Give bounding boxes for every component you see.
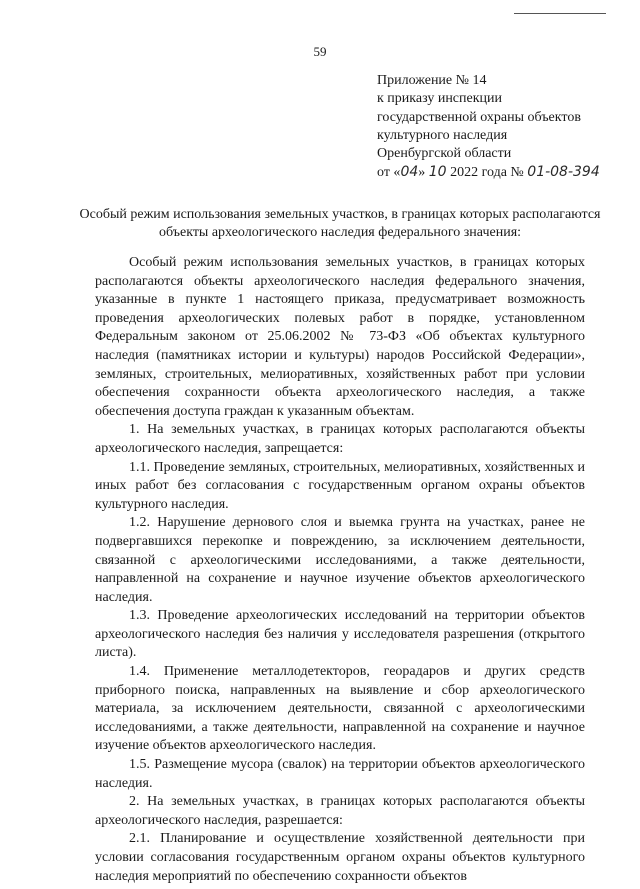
intro-paragraph: Особый режим использования земельных участков, в границах которых располагаются объекты археологического наследия федерального значения, указанные в пункте 1 настоящего приказа, предусматривает возможность проведения археологических полевых работ в порядке, установленном Федеральным законом от 25.06.2002 № 73-ФЗ «Об объектах культурного наследия (памятниках истории и культуры) народов Российской Федерации», земляных, строительных, мелиоративных, хозяйственных работ при условии обеспечения сохранности объекта археологического наследия, а также обеспечения доступа граждан к указанным объектам. [95, 255, 585, 419]
clause-1-5: 1.5. Размещение мусора (свалок) на территории объектов археологического наследия. [95, 757, 585, 791]
clause-1-4: 1.4. Применение металлодетекторов, георадаров и других средств приборного поиска, направленных на выявление и сбор археологического материала, за исключением деятельности, связанной с археологическими исследованиями, а также деятельности, направленной на сохранение и научное изучение объектов археологического наследия. [95, 664, 585, 754]
date-prefix: от « [377, 165, 401, 181]
clause-1: 1. На земельных участках, в границах которых располагаются объекты археологического наследия, запрещается: [95, 422, 585, 456]
clause-2-1: 2.1. Планирование и осуществление хозяйственной деятельности при условии согласования государственным органом охраны объектов культурного наследия мероприятий по обеспечению сохранности объектов [95, 831, 585, 884]
appendix-authority-line-2: культурного наследия [377, 127, 508, 143]
clause-1-1: 1.1. Проведение земляных, строительных, мелиоративных, хозяйственных и иных работ без согласования с государственным органом охраны объектов культурного наследия. [95, 459, 585, 512]
clause-1-2: 1.2. Нарушение дернового слоя и выемка грунта на участках, ранее не подвергавшихся перекопке и повреждению, за исключением деятельности, связанной с археологическими исследованиями, а также деятельности, направленной на сохранение и научное изучение объектов археологического наследия. [95, 515, 585, 605]
appendix-title: Приложение № 14 [377, 73, 487, 88]
appendix-authority-line: государственной охраны объектов [377, 109, 581, 125]
document-title: Особый режим использования земельных участков, в границах которых располагаются объекты археологического наследия федерального значения: [79, 207, 601, 240]
appendix-date-line [377, 163, 627, 182]
appendix-order-line: к приказу инспекции [377, 91, 503, 107]
handwritten-month: 10 [428, 164, 447, 181]
handwritten-day: 04 [400, 164, 419, 181]
clause-1-3: 1.3. Проведение археологических исследований на территории объектов археологического наследия без наличия у исследователя разрешения (открытого листа). [95, 608, 585, 661]
header-rule [514, 13, 606, 14]
handwritten-number: 01-08-394 [527, 164, 600, 181]
document-body [95, 254, 585, 886]
appendix-block [377, 72, 627, 183]
date-year: 2022 года № [446, 165, 528, 181]
page-number: 59 [313, 44, 327, 59]
clause-2: 2. На земельных участках, в границах которых располагаются объекты археологического наследия, разрешается: [95, 794, 585, 828]
appendix-region-line: Оренбургской области [377, 146, 512, 162]
date-mid: » [418, 165, 429, 181]
